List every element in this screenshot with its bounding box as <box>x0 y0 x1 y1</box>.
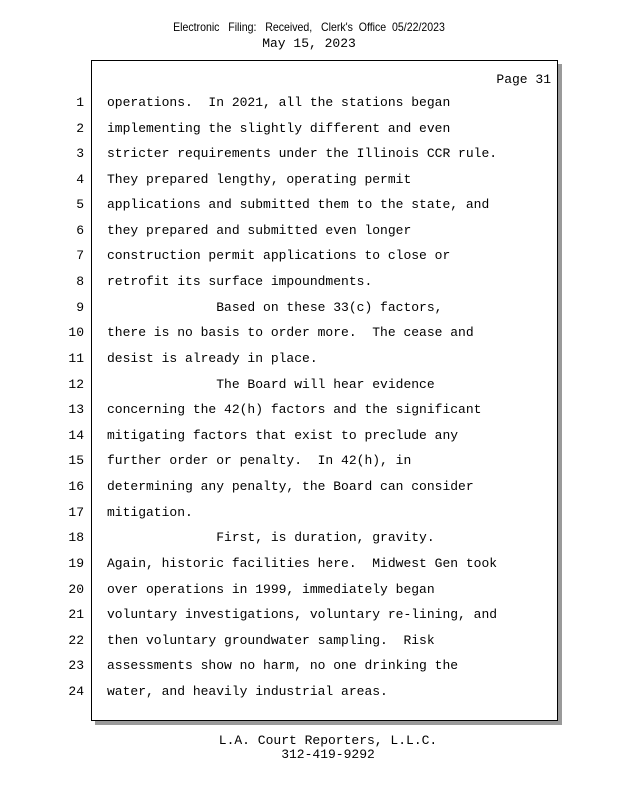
line-text: Based on these 33(c) factors, <box>107 300 443 315</box>
line-text: mitigating factors that exist to preclude any <box>107 428 459 443</box>
line-text: water, and heavily industrial areas. <box>107 684 388 699</box>
line-text: First, is duration, gravity. <box>107 530 435 545</box>
line-number: 4 <box>76 172 84 187</box>
page-number: Page 31 <box>496 72 551 87</box>
line-text: implementing the slightly different and even <box>107 121 451 136</box>
line-number: 19 <box>68 556 84 571</box>
line-text: further order or penalty. In 42(h), in <box>107 453 412 468</box>
line-number: 9 <box>76 300 84 315</box>
line-number: 17 <box>68 505 84 520</box>
transcript-date: May 15, 2023 <box>262 36 356 51</box>
line-number: 18 <box>68 530 84 545</box>
line-number: 23 <box>68 658 84 673</box>
line-number: 15 <box>68 453 84 468</box>
line-number: 24 <box>68 684 84 699</box>
line-number: 16 <box>68 479 84 494</box>
line-text: determining any penalty, the Board can consider <box>107 479 474 494</box>
line-number: 13 <box>68 402 84 417</box>
line-number: 1 <box>76 95 84 110</box>
line-text: applications and submitted them to the state, and <box>107 197 490 212</box>
line-number: 20 <box>68 582 84 597</box>
line-text: The Board will hear evidence <box>107 377 435 392</box>
line-number: 2 <box>76 121 84 136</box>
line-text: operations. In 2021, all the stations began <box>107 95 451 110</box>
line-number: 8 <box>76 274 84 289</box>
footer-company: L.A. Court Reporters, L.L.C. <box>218 733 438 748</box>
line-number: 10 <box>68 325 84 340</box>
line-number: 6 <box>76 223 84 238</box>
line-text: over operations in 1999, immediately began <box>107 582 435 597</box>
line-number: 14 <box>68 428 84 443</box>
line-text: they prepared and submitted even longer <box>107 223 412 238</box>
filing-stamp: Electronic Filing: Received, Clerk's Office 05/22/2023 <box>173 20 445 34</box>
line-number: 7 <box>76 248 84 263</box>
line-number: 3 <box>76 146 84 161</box>
line-text: then voluntary groundwater sampling. Risk <box>107 633 435 648</box>
line-number: 22 <box>68 633 84 648</box>
line-text: retrofit its surface impoundments. <box>107 274 373 289</box>
line-number: 11 <box>68 351 84 366</box>
line-text: Again, historic facilities here. Midwest Gen took <box>107 556 498 571</box>
line-text: desist is already in place. <box>107 351 318 366</box>
line-text: construction permit applications to close or <box>107 248 451 263</box>
line-text: concerning the 42(h) factors and the significant <box>107 402 482 417</box>
line-text: assessments show no harm, no one drinking the <box>107 658 459 673</box>
line-number: 21 <box>68 607 84 622</box>
line-text: voluntary investigations, voluntary re-lining, and <box>107 607 498 622</box>
footer-phone: 312-419-9292 <box>281 747 375 762</box>
line-text: mitigation. <box>107 505 193 520</box>
line-text: They prepared lengthy, operating permit <box>107 172 412 187</box>
line-text: there is no basis to order more. The cease and <box>107 325 474 340</box>
line-number: 5 <box>76 197 84 212</box>
line-number: 12 <box>68 377 84 392</box>
line-text: stricter requirements under the Illinois CCR rule. <box>107 146 498 161</box>
